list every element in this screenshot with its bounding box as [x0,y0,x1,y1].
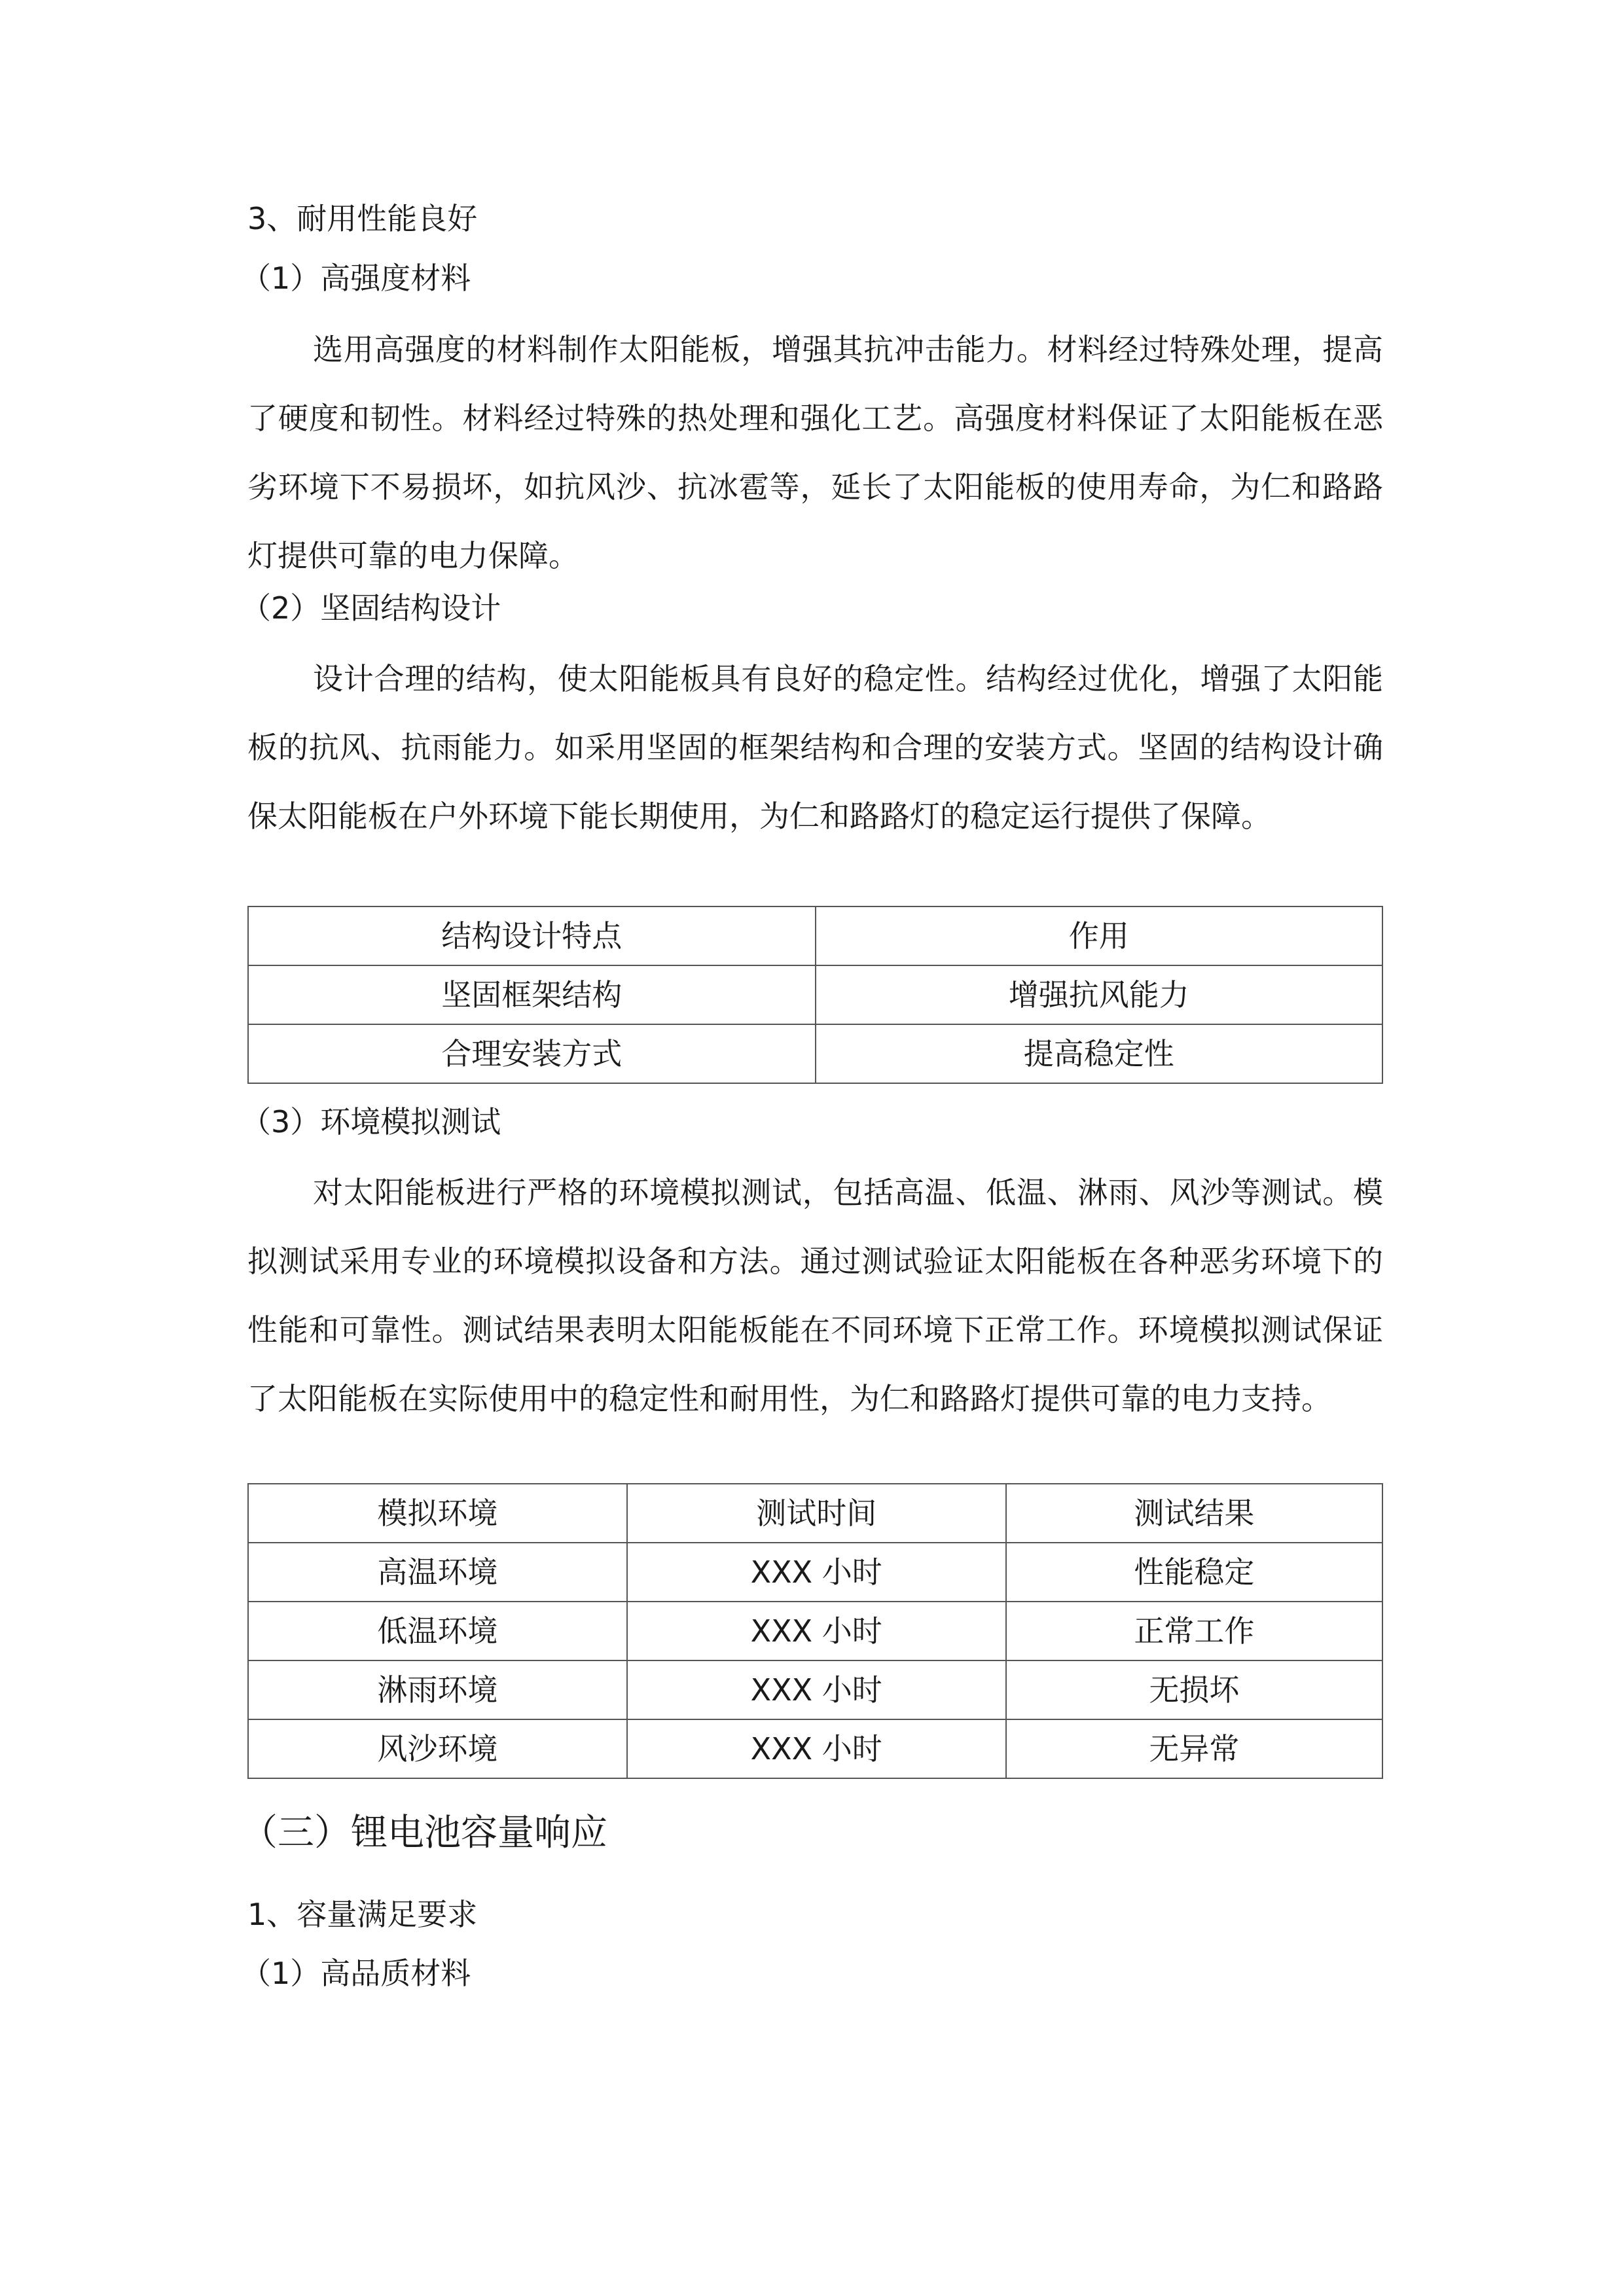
subheading-environment-test: （3）环境模拟测试 [241,1104,501,1139]
table-cell: 正常工作 [1006,1602,1382,1660]
table-header-row [248,1484,1382,1543]
table-header-cell: 结构设计特点 [248,906,816,965]
table-header-cell: 作用 [816,906,1383,965]
table-header-cell: 测试时间 [627,1484,1006,1543]
table-row [248,1660,1382,1719]
table-cell: 增强抗风能力 [816,965,1383,1024]
table-row [248,965,1382,1024]
table-header-cell: 测试结果 [1006,1484,1382,1543]
subheading-structure-design: （2）坚固结构设计 [241,590,501,626]
table-row [248,1543,1382,1602]
table-cell: 风沙环境 [248,1719,627,1778]
table-cell: XXX 小时 [627,1602,1006,1660]
paragraph-structure-design: 设计合理的结构，使太阳能板具有良好的稳定性。结构经过优化，增强了太阳能板的抗风、抗雨能力。如采用坚固的框架结构和合理的安装方式。坚固的结构设计确保太阳能板在户外环境下能长期使用，为仁和路路灯的稳定运行提供了保障。 [247,661,1383,834]
paragraph-environment-test: 对太阳能板进行严格的环境模拟测试，包括高温、低温、淋雨、风沙等测试。模拟测试采用专业的环境模拟设备和方法。通过测试验证太阳能板在各种恶劣环境下的性能和可靠性。测试结果表明太阳能板能在不同环境下正常工作。环境模拟测试保证了太阳能板在实际使用中的稳定性和耐用性，为仁和路路灯提供可靠的电力支持。 [247,1175,1383,1416]
chapter-heading-battery-capacity: （三）锂电池容量响应 [241,1812,607,1854]
environment-test-table [247,1483,1383,1779]
table-cell: 无损坏 [1006,1660,1382,1719]
table-cell: XXX 小时 [627,1543,1006,1602]
table-cell: 性能稳定 [1006,1543,1382,1602]
structure-design-table [247,906,1383,1084]
subheading-high-strength-material: （1）高强度材料 [241,260,471,296]
table-cell: 坚固框架结构 [248,965,816,1024]
table-cell: 高温环境 [248,1543,627,1602]
table-header-row [248,906,1382,965]
table-cell: 低温环境 [248,1602,627,1660]
table-cell: 提高稳定性 [816,1024,1383,1083]
section-heading-durability: 3、耐用性能良好 [247,201,478,236]
table-row [248,1719,1382,1778]
section-heading-capacity-requirement: 1、容量满足要求 [247,1897,478,1932]
table-row [248,1602,1382,1660]
paragraph-high-strength-material: 选用高强度的材料制作太阳能板，增强其抗冲击能力。材料经过特殊处理，提高了硬度和韧性。材料经过特殊的热处理和强化工艺。高强度材料保证了太阳能板在恶劣环境下不易损坏，如抗风沙、抗冰雹等，延长了太阳能板的使用寿命，为仁和路路灯提供可靠的电力保障。 [247,332,1383,573]
table-cell: 合理安装方式 [248,1024,816,1083]
table-row [248,1024,1382,1083]
table-cell: XXX 小时 [627,1719,1006,1778]
table-cell: 无异常 [1006,1719,1382,1778]
subheading-high-quality-material: （1）高品质材料 [241,1956,471,1991]
table-cell: 淋雨环境 [248,1660,627,1719]
table-cell: XXX 小时 [627,1660,1006,1719]
table-header-cell: 模拟环境 [248,1484,627,1543]
